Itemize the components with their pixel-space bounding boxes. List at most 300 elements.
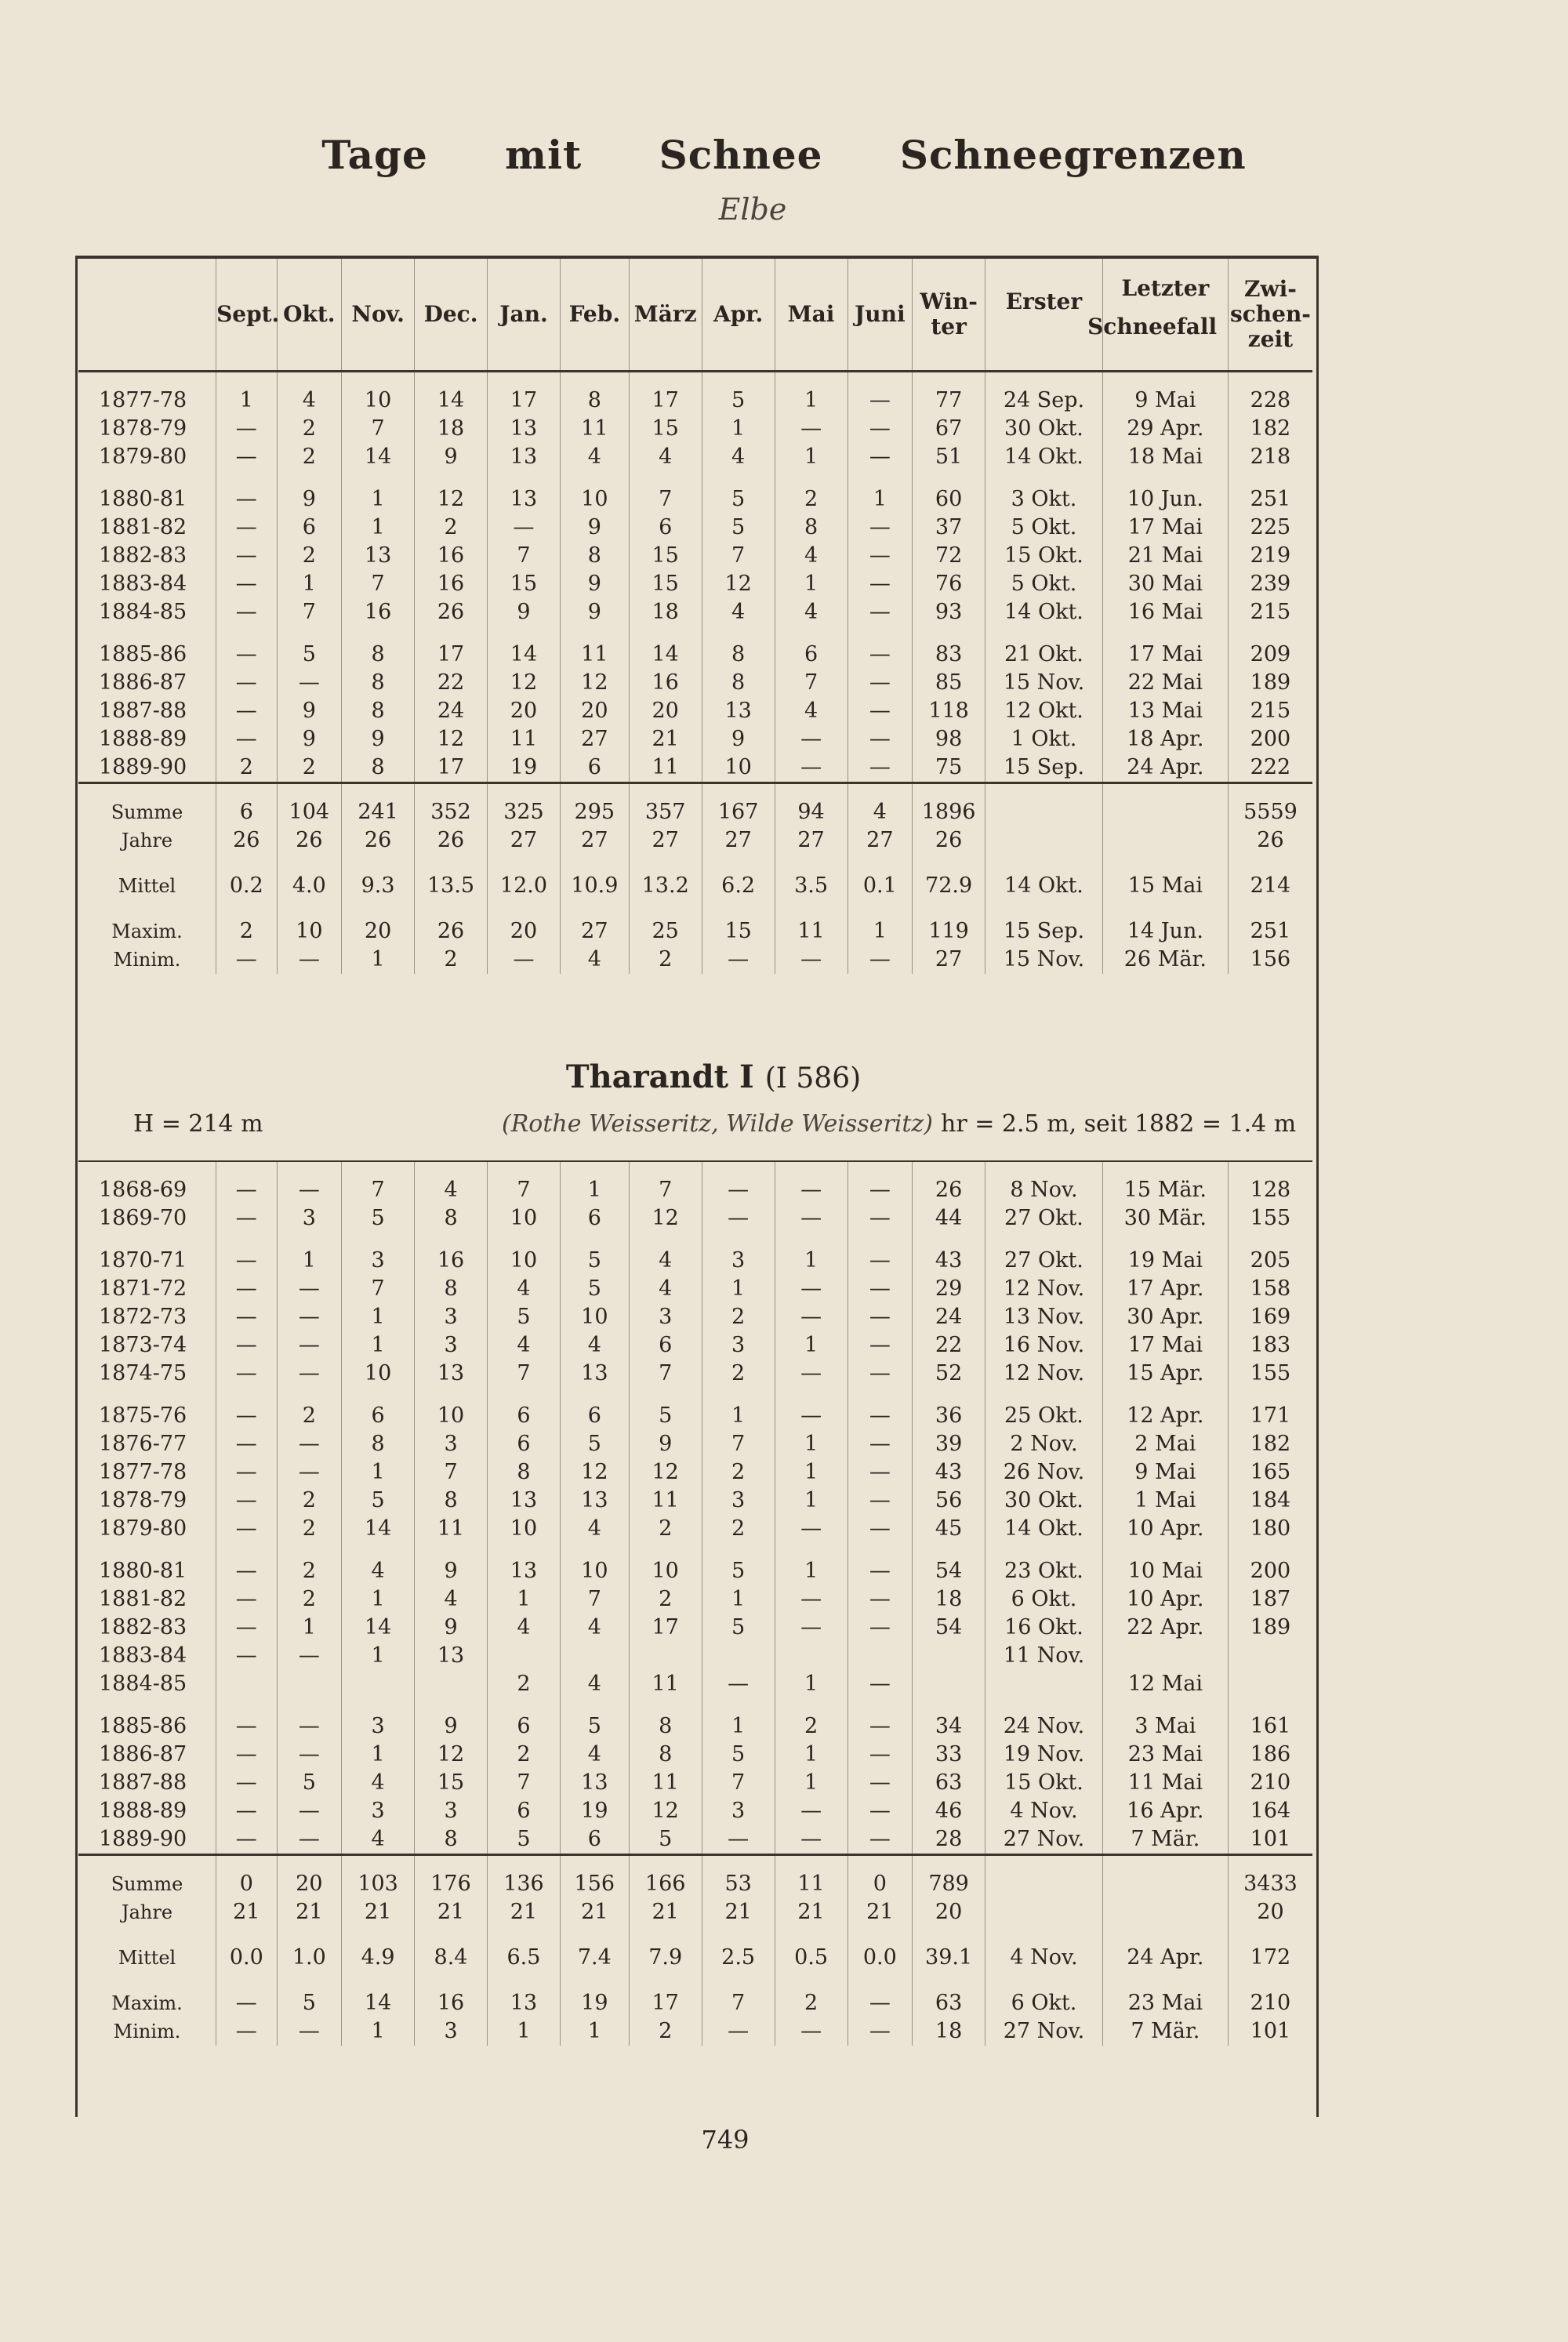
data-cell: 1 <box>702 1275 775 1303</box>
data-cell: — <box>216 1303 277 1331</box>
data-cell: 1 <box>775 1487 848 1515</box>
data-cell: 19 Nov. <box>985 1741 1103 1769</box>
data-cell: — <box>216 725 277 753</box>
summary-label: Maxim. <box>111 1992 183 2014</box>
data-cell: 215 <box>1228 598 1312 626</box>
data-cell: 98 <box>913 725 985 753</box>
data-cell: 1 <box>775 1458 848 1487</box>
data-cell: 67 <box>913 415 985 443</box>
summary-cell: 4 <box>560 946 629 974</box>
summary-cell: — <box>216 2017 277 2046</box>
summary-cell: 94 <box>775 783 848 827</box>
summary-cell: 21 <box>629 1898 702 1926</box>
data-cell: 165 <box>1228 1458 1312 1487</box>
table-row <box>78 542 1312 570</box>
data-cell: 1 <box>488 1585 561 1614</box>
summary-label: Mittel <box>118 875 176 897</box>
summary-cell: 11 <box>775 1855 848 1899</box>
summary-row <box>78 946 1312 974</box>
col-header: Okt. <box>277 259 342 372</box>
data-cell <box>629 1642 702 1670</box>
data-cell: 15 <box>488 570 561 598</box>
data-cell: 15 Okt. <box>985 1769 1103 1797</box>
data-cell: 8 <box>629 1741 702 1769</box>
table-row <box>78 1204 1312 1233</box>
data-cell: 101 <box>1228 1825 1312 1855</box>
data-cell: 161 <box>1228 1698 1312 1741</box>
data-cell: 4 <box>560 1331 629 1360</box>
year-cell: 1879-80 <box>99 445 187 469</box>
data-cell: 13 <box>702 697 775 725</box>
summary-cell: 0.0 <box>848 1926 913 1972</box>
data-cell <box>913 1642 985 1670</box>
summary-cell: 20 <box>277 1855 342 1899</box>
data-cell: 2 <box>629 1515 702 1543</box>
data-cell: 44 <box>913 1204 985 1233</box>
data-cell: 186 <box>1228 1741 1312 1769</box>
data-cell: — <box>216 1585 277 1614</box>
data-cell: 5 <box>277 1769 342 1797</box>
year-cell: 1878-79 <box>99 416 187 441</box>
data-cell: 1 <box>342 1585 415 1614</box>
summary-cell: 6 <box>216 783 277 827</box>
data-cell: 8 <box>560 542 629 570</box>
station-elevation: H = 214 m <box>133 1110 263 1138</box>
data-cell: 8 <box>342 669 415 697</box>
summary-cell: — <box>848 946 913 974</box>
data-cell: 1 <box>702 1698 775 1741</box>
data-cell: 75 <box>913 753 985 783</box>
table-row <box>78 1388 1312 1430</box>
summary-cell: 27 <box>775 826 848 855</box>
data-cell: — <box>775 1204 848 1233</box>
summary-cell: 63 <box>913 1972 985 2017</box>
data-cell: 2 <box>277 1487 342 1515</box>
data-cell: 6 <box>560 1204 629 1233</box>
data-cell: 8 <box>629 1698 702 1741</box>
table-row <box>78 1825 1312 1855</box>
year-cell: 1872-73 <box>99 1305 187 1329</box>
data-cell: 8 <box>702 669 775 697</box>
data-cell: 2 <box>277 415 342 443</box>
header-row <box>78 259 1312 372</box>
year-cell: 1885-86 <box>99 642 187 666</box>
table-row <box>78 1515 1312 1543</box>
data-cell: 182 <box>1228 415 1312 443</box>
data-cell: 12 Mai <box>1102 1670 1228 1698</box>
summary-cell: 103 <box>342 1855 415 1899</box>
table-row <box>78 626 1312 669</box>
data-cell: 4 <box>560 1515 629 1543</box>
data-cell: 4 <box>488 1275 561 1303</box>
data-cell: 1 Mai <box>1102 1487 1228 1515</box>
data-cell: 3 <box>342 1698 415 1741</box>
data-cell: 10 <box>560 471 629 514</box>
data-cell: 218 <box>1228 443 1312 471</box>
data-cell: 7 <box>277 598 342 626</box>
data-cell: — <box>775 1360 848 1388</box>
year-cell: 1869-70 <box>99 1206 187 1230</box>
summary-cell: 3 <box>415 2017 488 2046</box>
table-row <box>78 1233 1312 1275</box>
summary-cell: 214 <box>1228 855 1312 900</box>
summary-cell: 27 <box>848 826 913 855</box>
data-cell: 24 <box>415 697 488 725</box>
data-cell: 27 Okt. <box>985 1204 1103 1233</box>
data-cell: 7 <box>488 1769 561 1797</box>
data-cell: 6 <box>342 1388 415 1430</box>
summary-cell <box>985 1898 1103 1926</box>
summary-cell: — <box>216 1972 277 2017</box>
data-cell: 222 <box>1228 753 1312 783</box>
summary-cell: 0 <box>848 1855 913 1899</box>
data-cell: 12 <box>629 1458 702 1487</box>
summary-cell: 72.9 <box>913 855 985 900</box>
summary-cell: 25 <box>629 900 702 946</box>
data-cell: 27 Okt. <box>985 1233 1103 1275</box>
data-cell: 8 <box>415 1275 488 1303</box>
data-cell: 12 <box>488 669 561 697</box>
table-row <box>78 1642 1312 1670</box>
data-cell: 3 <box>342 1797 415 1825</box>
summary-cell: 26 <box>1228 826 1312 855</box>
data-cell: 10 <box>560 1543 629 1585</box>
data-cell: 19 Mai <box>1102 1233 1228 1275</box>
summary-cell: 6.2 <box>702 855 775 900</box>
data-cell: 2 <box>277 753 342 783</box>
data-cell: 5 <box>702 514 775 542</box>
data-cell: — <box>775 725 848 753</box>
summary-cell: 7 <box>702 1972 775 2017</box>
data-cell: 13 <box>488 1543 561 1585</box>
data-cell: 1 <box>342 1303 415 1331</box>
year-cell: 1887-88 <box>99 1770 187 1795</box>
data-cell: 11 <box>415 1515 488 1543</box>
data-cell: 14 <box>342 1515 415 1543</box>
summary-cell: 176 <box>415 1855 488 1899</box>
data-cell: 5 Okt. <box>985 514 1103 542</box>
data-cell: 15 <box>629 570 702 598</box>
summary-cell: 39.1 <box>913 1926 985 1972</box>
data-cell: 210 <box>1228 1769 1312 1797</box>
data-cell: — <box>702 1825 775 1855</box>
data-cell: 22 Mai <box>1102 669 1228 697</box>
data-cell: 22 Apr. <box>1102 1614 1228 1642</box>
data-cell: — <box>277 1797 342 1825</box>
data-cell: 5 <box>702 1741 775 1769</box>
data-cell: 3 <box>415 1797 488 1825</box>
data-cell: 12 Nov. <box>985 1360 1103 1388</box>
data-cell: 26 Nov. <box>985 1458 1103 1487</box>
data-cell: 12 <box>560 669 629 697</box>
data-cell: 17 Mai <box>1102 626 1228 669</box>
data-cell: — <box>216 1161 277 1204</box>
summary-cell: 10 <box>277 900 342 946</box>
data-cell: 8 <box>775 514 848 542</box>
data-cell: 9 <box>629 1430 702 1458</box>
data-cell <box>1102 1642 1228 1670</box>
data-cell: — <box>216 1614 277 1642</box>
summary-cell: 12.0 <box>488 855 561 900</box>
data-cell: 8 Nov. <box>985 1161 1103 1204</box>
summary-cell: 241 <box>342 783 415 827</box>
data-cell: 16 Mai <box>1102 598 1228 626</box>
data-cell: 16 <box>415 1233 488 1275</box>
table-row <box>78 415 1312 443</box>
year-cell: 1875-76 <box>99 1403 187 1428</box>
data-cell: 15 Okt. <box>985 542 1103 570</box>
data-cell: 9 <box>560 514 629 542</box>
data-cell: — <box>848 1585 913 1614</box>
data-cell <box>913 1670 985 1698</box>
data-cell: — <box>216 697 277 725</box>
data-cell: 9 <box>277 471 342 514</box>
col-header: Sept. <box>216 259 277 372</box>
data-cell: 1 <box>342 1331 415 1360</box>
table-row <box>78 372 1312 416</box>
data-cell: 22 <box>913 1331 985 1360</box>
data-cell: 13 <box>488 443 561 471</box>
data-cell: — <box>216 598 277 626</box>
table-row <box>78 1741 1312 1769</box>
year-cell: 1876-77 <box>99 1432 187 1456</box>
year-cell: 1886-87 <box>99 1742 187 1766</box>
data-cell: 6 <box>488 1797 561 1825</box>
year-cell: 1881-82 <box>99 515 187 539</box>
summary-cell: 27 <box>702 826 775 855</box>
summary-row <box>78 1855 1312 1899</box>
table-row <box>78 514 1312 542</box>
data-cell: 200 <box>1228 1543 1312 1585</box>
data-cell: 11 <box>560 626 629 669</box>
data-cell: — <box>216 1458 277 1487</box>
data-cell: 10 <box>560 1303 629 1331</box>
data-cell: — <box>848 1360 913 1388</box>
data-cell: 7 <box>629 471 702 514</box>
summary-cell: 6 Okt. <box>985 1972 1103 2017</box>
data-cell: 8 <box>560 372 629 416</box>
data-cell: 93 <box>913 598 985 626</box>
data-cell: 11 <box>629 1769 702 1797</box>
data-cell: 5 <box>702 1543 775 1585</box>
summary-cell: 27 <box>488 826 561 855</box>
data-cell: 6 <box>488 1388 561 1430</box>
data-cell: 16 Okt. <box>985 1614 1103 1642</box>
data-cell: 2 <box>216 753 277 783</box>
data-cell: 27 Nov. <box>985 1825 1103 1855</box>
data-cell: — <box>488 514 561 542</box>
data-cell: 21 Mai <box>1102 542 1228 570</box>
data-cell: 6 <box>560 753 629 783</box>
data-cell: — <box>848 1614 913 1642</box>
summary-cell: 101 <box>1228 2017 1312 2046</box>
data-cell: 4 Nov. <box>985 1797 1103 1825</box>
summary-cell: 104 <box>277 783 342 827</box>
year-cell: 1886-87 <box>99 670 187 695</box>
year-cell: 1889-90 <box>99 1827 187 1851</box>
table-row <box>78 443 1312 471</box>
data-cell: 11 <box>629 753 702 783</box>
data-cell: 209 <box>1228 626 1312 669</box>
summary-cell: 20 <box>1228 1898 1312 1926</box>
data-cell: — <box>277 1825 342 1855</box>
data-cell: — <box>848 1515 913 1543</box>
summary-cell: 27 <box>913 946 985 974</box>
summary-cell: 7 Mär. <box>1102 2017 1228 2046</box>
summary-cell: 0.2 <box>216 855 277 900</box>
data-cell: 7 <box>775 669 848 697</box>
data-cell: 128 <box>1228 1161 1312 1204</box>
summary-cell: — <box>848 1972 913 2017</box>
data-cell: 6 <box>488 1698 561 1741</box>
table-row <box>78 471 1312 514</box>
data-cell: 43 <box>913 1233 985 1275</box>
data-cell: 182 <box>1228 1430 1312 1458</box>
data-cell: 17 Mai <box>1102 514 1228 542</box>
data-cell: 5 Okt. <box>985 570 1103 598</box>
summary-cell: 4.9 <box>342 1926 415 1972</box>
data-cell: 7 <box>415 1458 488 1487</box>
data-cell: 12 <box>629 1204 702 1233</box>
data-cell: 24 Nov. <box>985 1698 1103 1741</box>
data-cell: 13 <box>488 415 561 443</box>
data-cell: — <box>848 1430 913 1458</box>
data-cell: — <box>775 1275 848 1303</box>
table-row <box>78 1487 1312 1515</box>
summary-cell: 210 <box>1228 1972 1312 2017</box>
data-cell: 7 <box>560 1585 629 1614</box>
summary-cell: — <box>775 2017 848 2046</box>
data-cell: 3 <box>702 1233 775 1275</box>
data-cell: 20 <box>560 697 629 725</box>
data-cell: 21 Okt. <box>985 626 1103 669</box>
data-cell: 4 <box>775 542 848 570</box>
data-cell: 6 <box>629 1331 702 1360</box>
col-header: Zwi-schen-zeit <box>1228 259 1312 372</box>
data-cell: 26 <box>415 598 488 626</box>
data-cell: — <box>216 1360 277 1388</box>
summary-cell: 21 <box>560 1898 629 1926</box>
data-cell: — <box>848 1825 913 1855</box>
data-cell: 4 <box>342 1769 415 1797</box>
col-header: März <box>629 259 702 372</box>
summary-label: Maxim. <box>111 920 183 942</box>
data-cell <box>277 1670 342 1698</box>
data-cell: 2 <box>702 1360 775 1388</box>
summary-cell: 11 <box>775 900 848 946</box>
summary-cell: 2 <box>629 946 702 974</box>
table-row <box>78 1430 1312 1458</box>
data-cell: — <box>848 542 913 570</box>
data-cell: 8 <box>342 626 415 669</box>
year-cell: 1883-84 <box>99 1643 187 1668</box>
data-cell: 24 <box>913 1303 985 1331</box>
data-cell: 11 Mai <box>1102 1769 1228 1797</box>
data-cell: — <box>775 1825 848 1855</box>
data-cell: — <box>848 1204 913 1233</box>
data-cell: — <box>848 669 913 697</box>
data-cell: 11 Nov. <box>985 1642 1103 1670</box>
data-cell: 15 Sep. <box>985 753 1103 783</box>
data-cell: 13 <box>560 1487 629 1515</box>
data-cell: 5 <box>702 471 775 514</box>
data-cell: 6 <box>775 626 848 669</box>
summary-cell <box>1102 783 1228 827</box>
data-cell: — <box>216 1698 277 1741</box>
data-cell: 1 <box>775 570 848 598</box>
data-cell: 9 Mai <box>1102 1458 1228 1487</box>
data-cell: 1 <box>775 1670 848 1698</box>
summary-label: Summe <box>78 1855 216 1899</box>
col-header-erster: Erster Schneefall <box>985 259 1103 372</box>
data-cell: — <box>216 542 277 570</box>
summary-cell: 14 Jun. <box>1102 900 1228 946</box>
data-cell: 13 <box>415 1642 488 1670</box>
data-cell: 8 <box>488 1458 561 1487</box>
data-cell: — <box>848 1698 913 1741</box>
summary-cell: 21 <box>488 1898 561 1926</box>
year-cell: 1870-71 <box>99 1248 187 1273</box>
data-cell: 1 <box>277 1614 342 1642</box>
data-cell: 9 <box>277 725 342 753</box>
data-cell: 12 Apr. <box>1102 1388 1228 1430</box>
summary-cell: 251 <box>1228 900 1312 946</box>
summary-cell: 325 <box>488 783 561 827</box>
data-cell: — <box>775 1515 848 1543</box>
summary-cell: 1 <box>848 900 913 946</box>
summary-label: Minim. <box>113 949 181 971</box>
year-cell: 1884-85 <box>99 600 187 624</box>
year-cell: 1889-90 <box>99 755 187 779</box>
data-cell <box>848 1642 913 1670</box>
year-cell: 1880-81 <box>99 1559 187 1583</box>
summary-cell: 15 Nov. <box>985 946 1103 974</box>
data-cell: 18 <box>629 598 702 626</box>
data-cell: 23 Okt. <box>985 1543 1103 1585</box>
summary-label: Mittel <box>118 1947 176 1969</box>
data-cell: — <box>775 1303 848 1331</box>
summary-cell: 2 <box>216 900 277 946</box>
data-cell: 17 Mai <box>1102 1331 1228 1360</box>
summary-cell: 53 <box>702 1855 775 1899</box>
data-cell: — <box>848 1388 913 1430</box>
data-cell: 16 Apr. <box>1102 1797 1228 1825</box>
table-row <box>78 1543 1312 1585</box>
data-cell: — <box>702 1161 775 1204</box>
data-cell: 54 <box>913 1614 985 1642</box>
data-cell: 9 <box>415 1543 488 1585</box>
station-title: Tharandt I (I 586) <box>565 1058 862 1095</box>
data-cell: — <box>216 1769 277 1797</box>
summary-cell: 2.5 <box>702 1926 775 1972</box>
summary-cell: 5 <box>277 1972 342 2017</box>
data-cell: 7 <box>342 1161 415 1204</box>
data-cell: 9 Mai <box>1102 372 1228 416</box>
data-cell: 3 <box>702 1331 775 1360</box>
data-cell: — <box>848 1769 913 1797</box>
data-cell: — <box>216 443 277 471</box>
data-cell: 10 <box>702 753 775 783</box>
data-cell: 7 <box>488 1360 561 1388</box>
data-cell: 1 <box>775 372 848 416</box>
summary-cell: 26 <box>342 826 415 855</box>
data-cell: 13 <box>342 542 415 570</box>
summary-cell: 15 Sep. <box>985 900 1103 946</box>
table-row <box>78 1458 1312 1487</box>
data-cell: 30 Mär. <box>1102 1204 1228 1233</box>
data-cell: 18 <box>415 415 488 443</box>
data-cell: — <box>216 471 277 514</box>
